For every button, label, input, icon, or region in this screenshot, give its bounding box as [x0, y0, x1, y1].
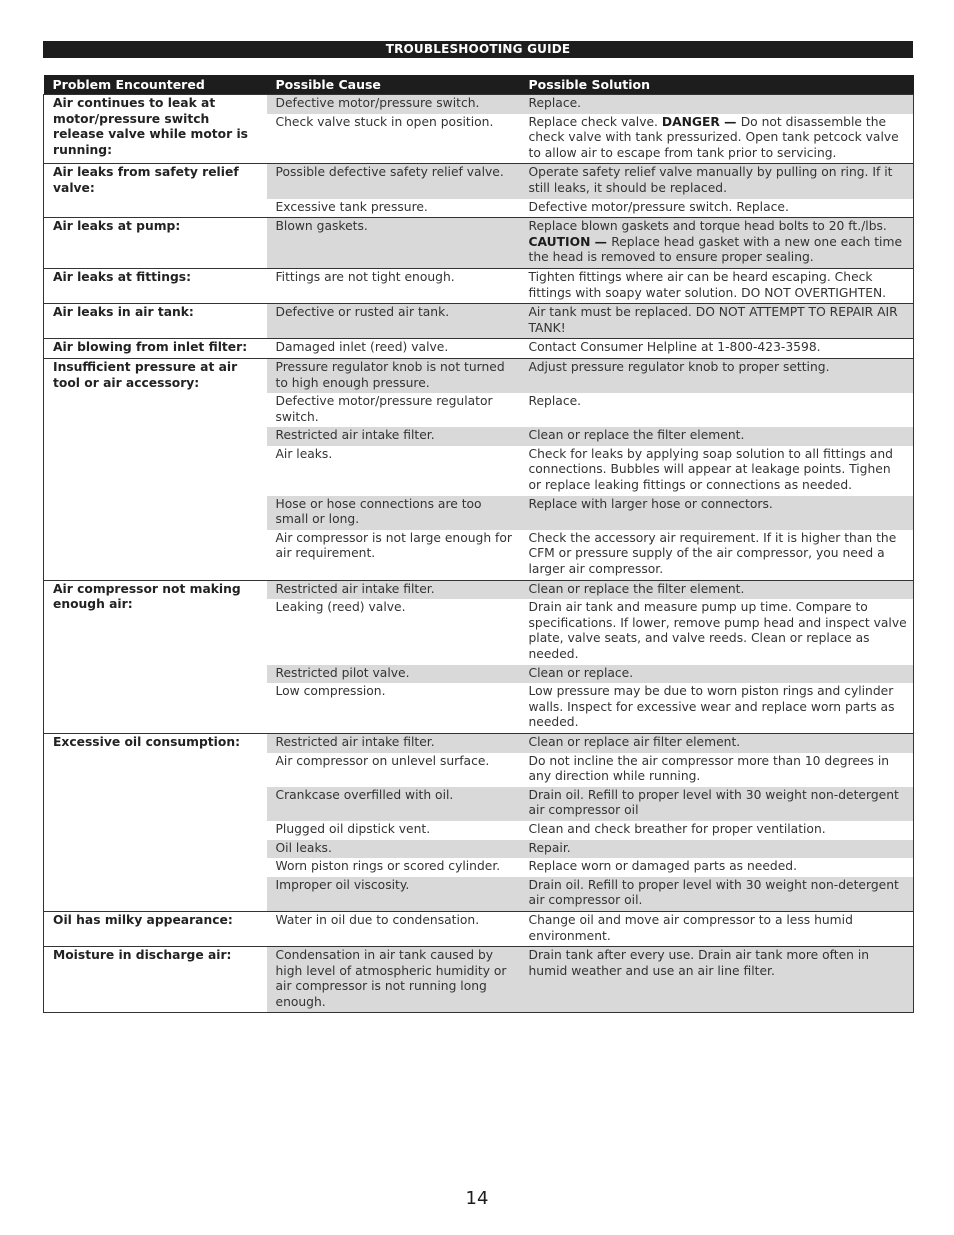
- solution-cell: Adjust pressure regulator knob to proper setting.: [520, 358, 914, 393]
- table-row: [44, 911, 914, 946]
- cause-cell: Pressure regulator knob is not turned to high enough pressure.: [267, 358, 520, 393]
- table-row: [44, 339, 914, 359]
- problem-cell: Air leaks at fittings:: [44, 268, 267, 303]
- table-row: [44, 268, 914, 303]
- problem-cell: Excessive oil consumption:: [44, 733, 267, 911]
- table-row: [44, 95, 914, 114]
- solution-cell: Clean or replace the filter element.: [520, 580, 914, 599]
- problem-cell: Air blowing from inlet filter:: [44, 339, 267, 359]
- table-row: [44, 164, 914, 199]
- table-body: [44, 95, 914, 1013]
- cause-cell: Plugged oil dipstick vent.: [275, 821, 431, 836]
- cause-cell: Worn piston rings or scored cylinder.: [275, 859, 501, 874]
- solution-cell: Replace worn or damaged parts as needed.: [520, 858, 914, 877]
- solution-cell: Clean or replace air filter element.: [520, 733, 914, 752]
- table-row: [44, 947, 914, 1013]
- table-row: [44, 304, 914, 339]
- cause-cell: Restricted air intake filter.: [267, 733, 520, 752]
- page-number: 14: [465, 1188, 489, 1209]
- solution-cell: Replace with larger hose or connectors.: [520, 496, 914, 530]
- solution-cell: Drain oil. Refill to proper level with 30 weight non-detergent air compressor oil.: [520, 877, 914, 912]
- cause-cell: Blown gaskets.: [267, 218, 520, 269]
- cause-cell: Restricted air intake filter.: [267, 427, 520, 446]
- cause-cell: Restricted pilot valve.: [267, 665, 520, 684]
- cause-cell: Water in oil due to condensation.: [267, 911, 520, 946]
- solution-cell: Change oil and move air compressor to a less humid environment.: [520, 911, 914, 946]
- solution-cell: Replace.: [520, 393, 914, 427]
- cause-cell: Condensation in air tank caused by high level of atmospheric humidity or air compressor is not running long enough.: [267, 947, 520, 1013]
- header-solution: Possible Solution: [520, 75, 914, 95]
- warning-label: DANGER —: [661, 114, 741, 129]
- solution-cell: Check for leaks by applying soap solution to all fittings and connections. Bubbles will appear at leakage points. Tighen or replace leaking fittings or connections as needed.: [520, 446, 914, 496]
- cause-cell: Low compression.: [275, 684, 386, 699]
- solution-cell: Low pressure may be due to worn piston rings and cylinder walls. Inspect for excessive wear and replace worn parts as needed.: [520, 683, 914, 733]
- solution-cell: Clean or replace the filter element.: [520, 427, 914, 446]
- cause-cell: Check valve stuck in open position.: [275, 114, 494, 129]
- cause-cell: Defective or rusted air tank.: [267, 304, 520, 339]
- cause-cell: Air compressor is not large enough for air requirement.: [275, 530, 512, 561]
- solution-cell: [520, 114, 914, 164]
- solution-cell: Replace.: [520, 95, 914, 114]
- solution-cell: Check the accessory air requirement. If it is higher than the CFM or pressure supply of the air compressor, you need a larger air compressor.: [520, 530, 914, 580]
- cause-cell: Possible defective safety relief valve.: [267, 164, 520, 199]
- header-cause: Possible Cause: [267, 75, 520, 95]
- problem-cell: Air leaks from safety relief valve:: [44, 164, 267, 218]
- solution-cell: Clean and check breather for proper ventilation.: [520, 821, 914, 840]
- cause-cell: Defective motor/pressure switch.: [267, 95, 520, 114]
- section-title: TROUBLESHOOTING GUIDE: [385, 42, 571, 56]
- solution-cell: Drain air tank and measure pump up time. Compare to specifications. If lower, remove pump head and inspect valve plate, valve seats, and valve reeds. Clean or replace as needed.: [520, 599, 914, 664]
- cause-cell: Oil leaks.: [267, 840, 520, 859]
- problem-cell: Air leaks in air tank:: [44, 304, 267, 339]
- problem-cell: Air compressor not making enough air:: [44, 580, 267, 733]
- solution-text: Do not disassemble the check valve with tank pressurized. Open tank petcock valve to allow air to escape from tank prior to servicing.: [528, 114, 899, 160]
- problem-cell: Moisture in discharge air:: [44, 947, 267, 1013]
- problem-cell: Oil has milky appearance:: [44, 911, 267, 946]
- solution-text: Replace head gasket with a new one each time the head is removed to ensure proper sealing.: [528, 234, 903, 265]
- solution-cell: [520, 218, 914, 269]
- cause-cell: Leaking (reed) valve.: [275, 600, 406, 615]
- troubleshooting-table: [43, 75, 914, 1013]
- cause-cell: Hose or hose connections are too small or long.: [267, 496, 520, 530]
- solution-cell: Do not incline the air compressor more than 10 degrees in any direction while running.: [520, 753, 914, 787]
- cause-cell: Damaged inlet (reed) valve.: [267, 339, 520, 359]
- solution-cell: Defective motor/pressure switch. Replace.: [520, 199, 914, 218]
- table-row: [44, 580, 914, 599]
- solution-cell: Tighten fittings where air can be heard escaping. Check fittings with soapy water solution. DO NOT OVERTIGHTEN.: [520, 268, 914, 303]
- cause-cell: Excessive tank pressure.: [275, 199, 428, 214]
- cause-cell: Crankcase overfilled with oil.: [267, 787, 520, 821]
- cause-cell: Restricted air intake filter.: [267, 580, 520, 599]
- warning-label: CAUTION —: [528, 234, 612, 249]
- solution-cell: Repair.: [520, 840, 914, 859]
- cause-cell: Improper oil viscosity.: [267, 877, 520, 912]
- solution-cell: Drain oil. Refill to proper level with 30 weight non-detergent air compressor oil: [520, 787, 914, 821]
- header-problem: Problem Encountered: [44, 75, 267, 95]
- solution-cell: Drain tank after every use. Drain air tank more often in humid weather and use an air line filter.: [520, 947, 914, 1013]
- solution-cell: Clean or replace.: [520, 665, 914, 684]
- table-header-row: [44, 75, 914, 95]
- cause-cell: Fittings are not tight enough.: [267, 268, 520, 303]
- cause-cell: Air compressor on unlevel surface.: [275, 753, 490, 768]
- cause-cell: Air leaks.: [275, 446, 333, 461]
- table-row: [44, 358, 914, 393]
- solution-cell: Air tank must be replaced. DO NOT ATTEMPT TO REPAIR AIR TANK!: [520, 304, 914, 339]
- solution-lead-text: Replace blown gaskets and torque head bolts to 20 ft./lbs.: [528, 219, 887, 234]
- problem-cell: Air leaks at pump:: [44, 218, 267, 269]
- problem-cell: Air continues to leak at motor/pressure switch release valve while motor is running:: [44, 95, 267, 164]
- table-row: [44, 218, 914, 269]
- section-title-bar: [43, 41, 913, 58]
- table-row: [44, 733, 914, 752]
- problem-cell: Insufficient pressure at air tool or air accessory:: [44, 358, 267, 580]
- solution-cell: Operate safety relief valve manually by pulling on ring. If it still leaks, it should be replaced.: [520, 164, 914, 199]
- cause-cell: Defective motor/pressure regulator switch.: [275, 394, 493, 424]
- solution-cell: Contact Consumer Helpline at 1-800-423-3598.: [520, 339, 914, 359]
- solution-lead-text: Replace check valve.: [528, 114, 662, 129]
